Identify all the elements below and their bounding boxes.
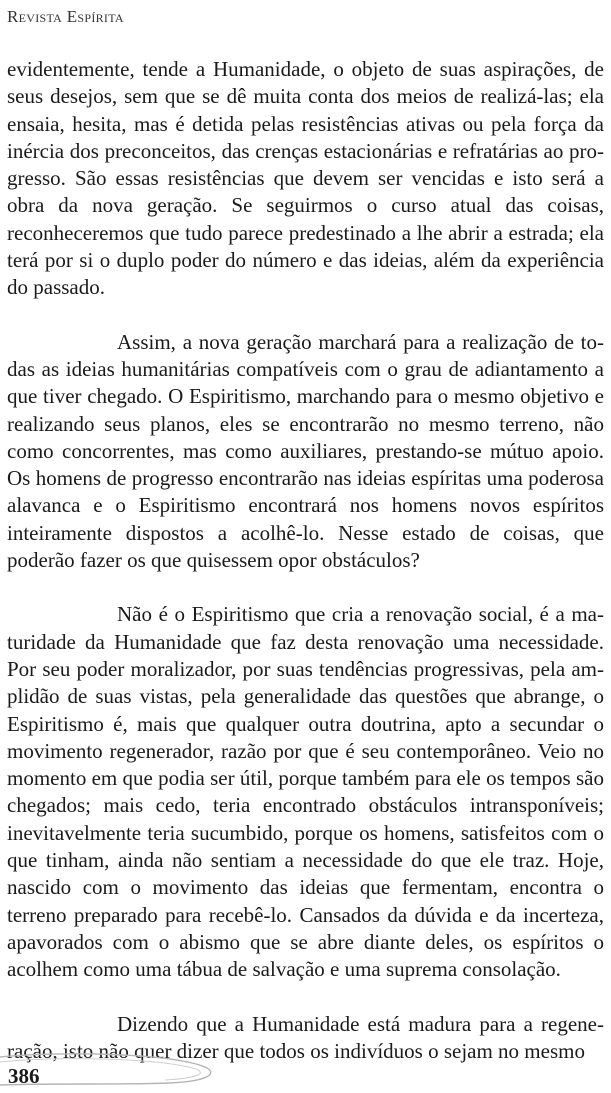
- paragraph: evidentemente, tende a Humanidade, o objeto de suas aspirações, de seus desejos, sem que se dê muita conta dos meios de realizá-las; ela ensaia, hesita, mas é detida pelas resistências ativas ou pela força da inércia dos preconceitos, das crenças estacionárias e refratárias ao progresso. São essas resistências que devem ser vencidas e isto será a obra da nova geração. Se seguirmos o curso atual das coisas, reconheceremos que tudo parece predestinado a lhe abrir a estrada; ela terá por si o duplo poder do número e das ideias, além da experiência do passado.: [7, 57, 604, 300]
- page-number: 386: [8, 1064, 40, 1088]
- paragraph: Dizendo que a Humanidade está madura para a regeneração, isto não quer dizer que todos os indivíduos o sejam no mesmo: [7, 1011, 604, 1063]
- running-header: Revista Espírita: [7, 7, 124, 26]
- paragraph: Não é o Espiritismo que cria a renovação social, é a maturidade da Humanidade que faz desta renovação uma necessidade. Por seu poder moralizador, por suas tendências progressivas, pela amplidão de suas vistas, pela generalidade das questões que abrange, o Espiritismo é, mais que qualquer outra doutrina, apto a secundar o movimento regenerador, razão por que é seu contemporâneo. Veio no momento em que podia ser útil, porque também para ele os tempos são chegados; mais cedo, teria encontrado obstáculos intransponíveis; inevitavelmente teria sucumbido, porque os homens, satisfeitos com o que tinham, ainda não sentiam a necessidade do que ele traz. Hoje, nascido com o movimento das ideias que fermentam, encontra o terreno preparado para recebê-lo. Cansados da dúvida e da incerteza, apavorados com o abismo que se abre diante deles, os espíritos o acolhem como uma tábua de salvação e uma suprema consolação.: [7, 602, 604, 982]
- paragraph: Assim, a nova geração marchará para a realização de todas as ideias humanitárias compatíveis com o grau de adiantamento a que tiver chegado. O Espiritismo, marchando para o mesmo objetivo e realizando seus planos, eles se encontrarão no mesmo terreno, não como concorrentes, mas como auxiliares, prestando-se mútuo apoio. Os homens de progresso encontrarão nas ideias espíritas uma poderosa alavanca e o Espiritismo encontrará nos homens novos espíritos inteiramente dispostos a acolhê-lo. Nesse estado de coisas, que poderão fazer os que quisessem opor obstáculos?: [7, 329, 604, 573]
- page-body: [7, 56, 604, 1092]
